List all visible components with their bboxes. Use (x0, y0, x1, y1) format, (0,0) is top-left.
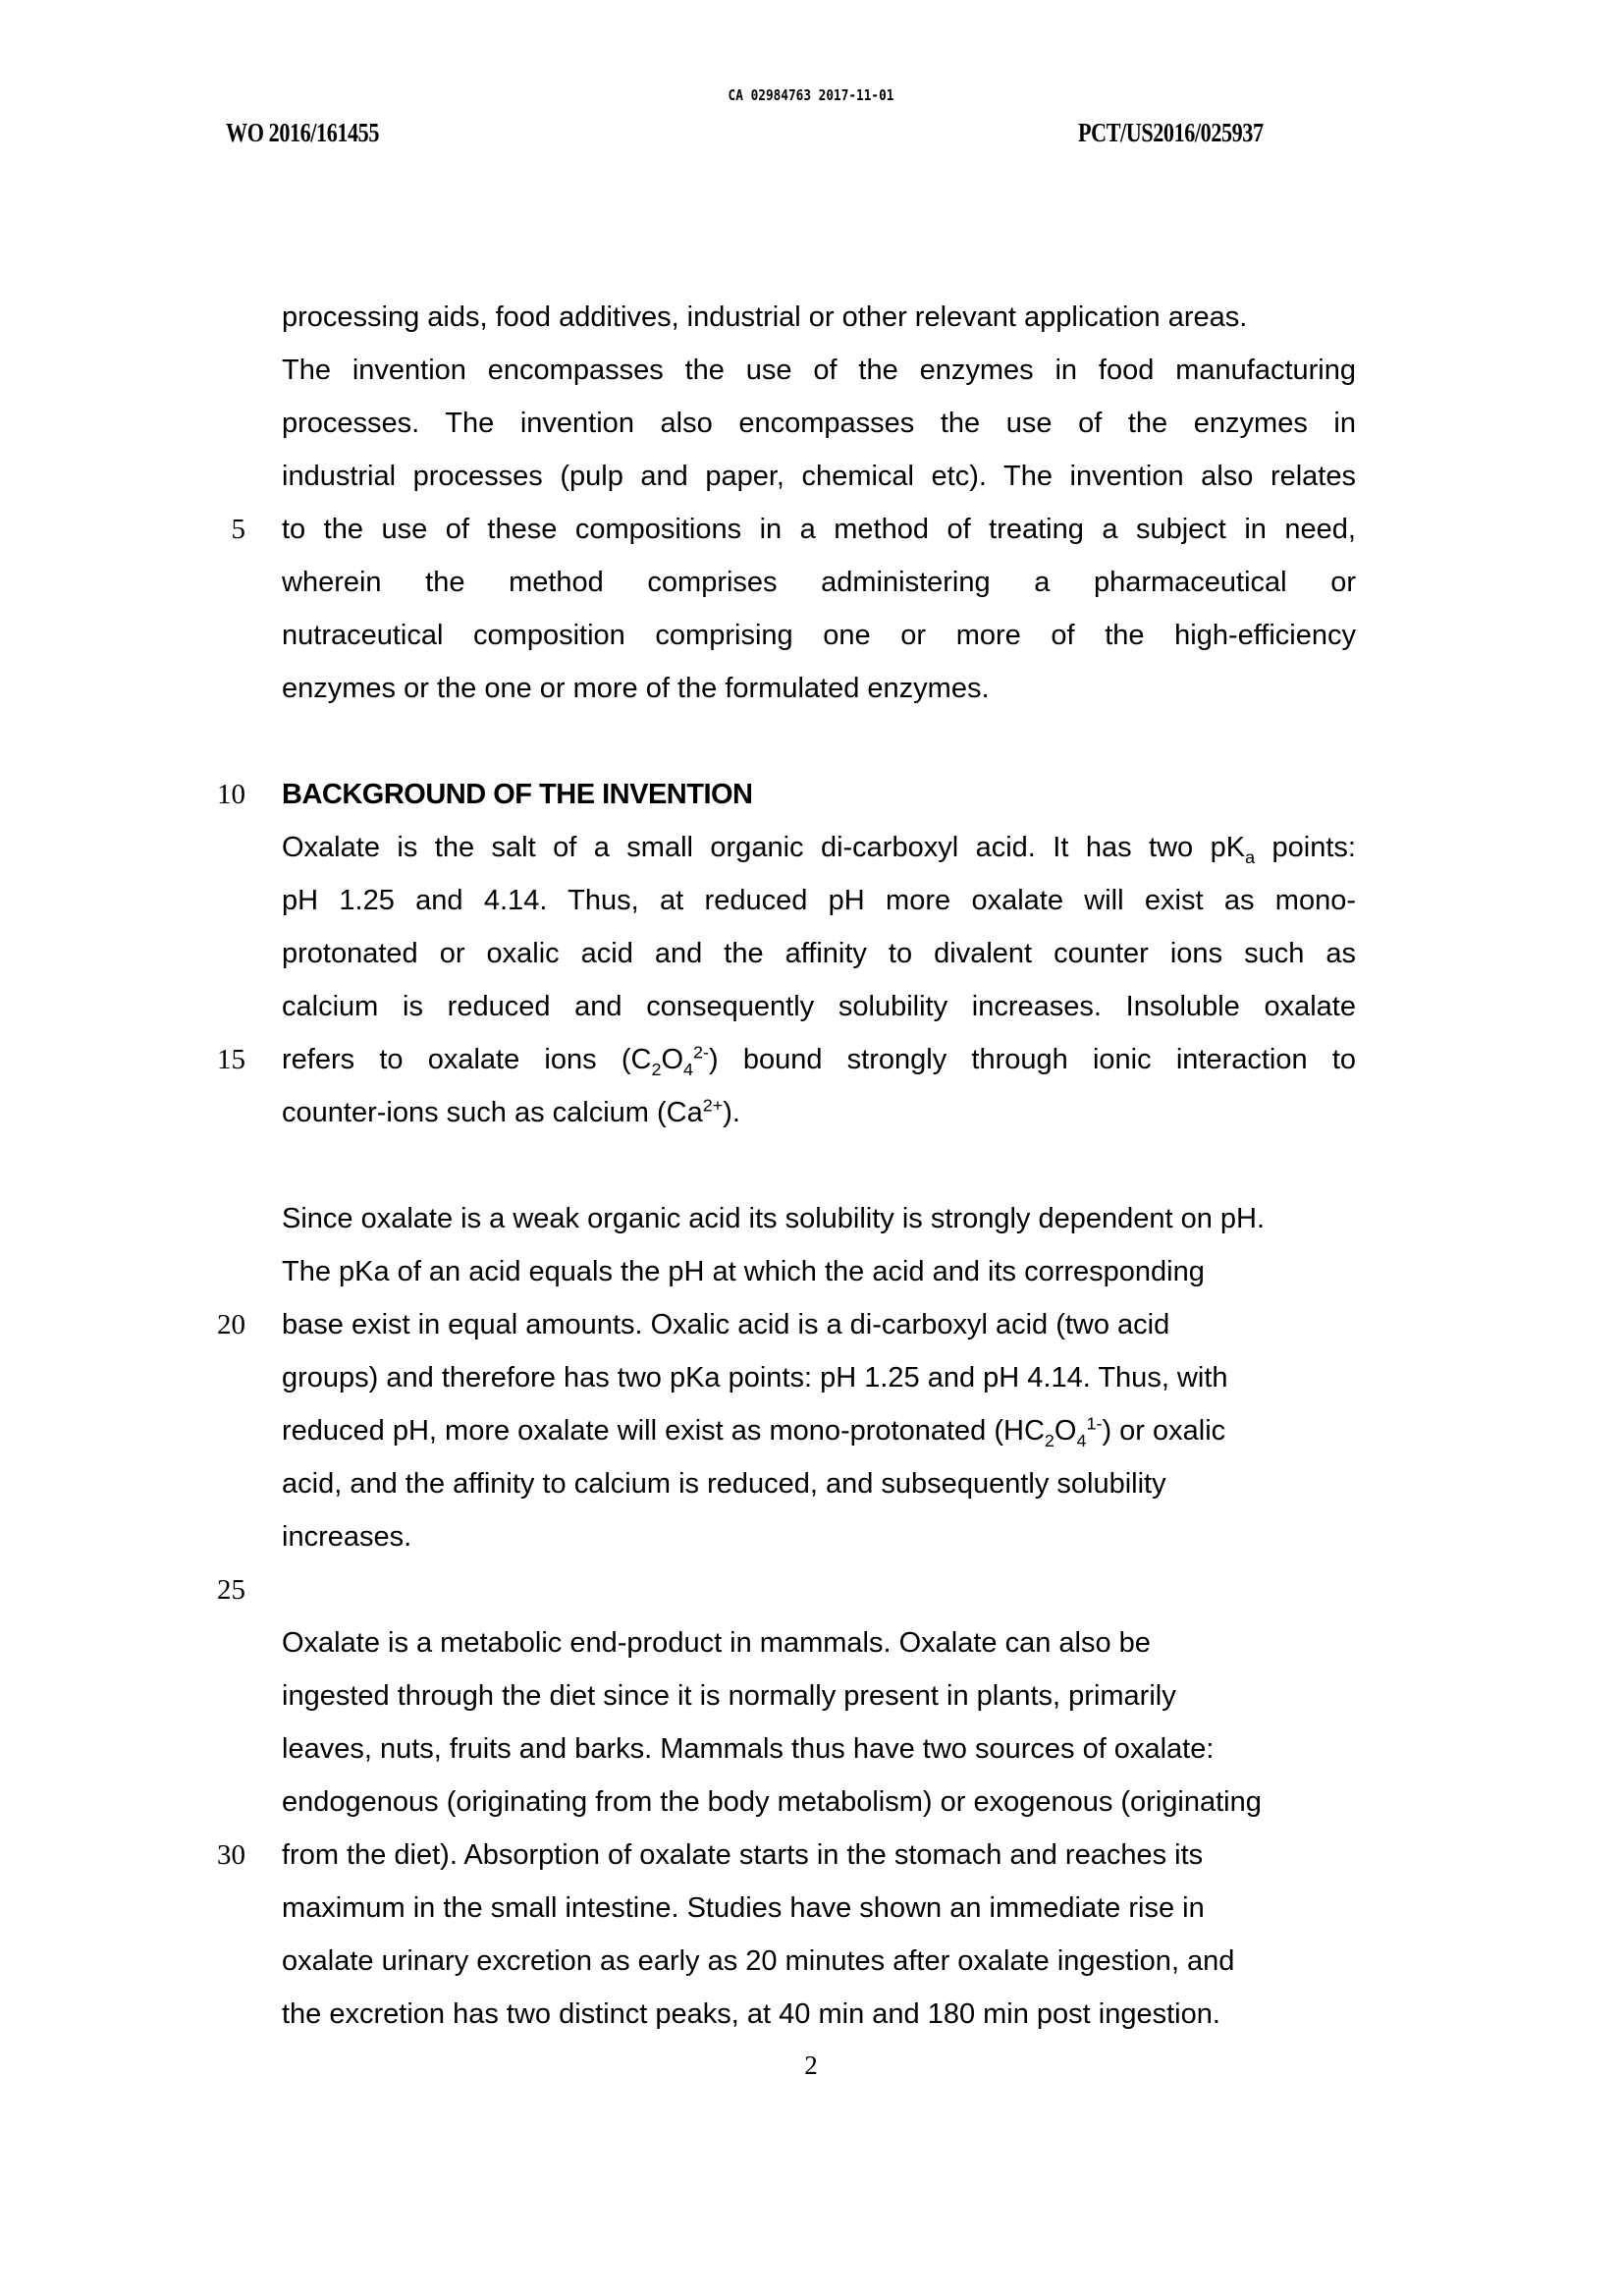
line-number-25: 25 (217, 1574, 245, 1606)
text-line: reduced pH, more oxalate will exist as mono-protonated $(HC_2O_4^{1-})$ or oxalic (282, 1413, 1226, 1450)
text-line: maximum in the small intestine. Studies have shown an immediate rise in (282, 1892, 1205, 1924)
text-line: base exist in equal amounts. Oxalic acid is a di-carboxyl acid (two acid (282, 1309, 1170, 1340)
text-line: ingested through the diet since it is normally present in plants, primarily (282, 1680, 1176, 1712)
text-line: Since oxalate is a weak organic acid its solubility is strongly dependent on pH. (282, 1203, 1266, 1234)
line-number-15: 15 (217, 1044, 245, 1075)
line-number-20: 20 (217, 1309, 245, 1340)
text-line: Oxalate is a metabolic end-product in mammals. Oxalate can also be (282, 1627, 1151, 1659)
text-line: the excretion has two distinct peaks, at 40 min and 180 min post ingestion. (282, 1998, 1220, 2030)
text-line: The invention encompasses the use of the enzymes in food manufacturing (282, 355, 1356, 386)
page-number: 2 (804, 2050, 818, 2080)
text-line: endogenous (originating from the body metabolism) or exogenous (originating (282, 1786, 1262, 1818)
text-line: calcium is reduced and consequently solubility increases. Insoluble oxalate (282, 991, 1356, 1022)
text-line: pH 1.25 and 4.14. Thus, at reduced pH more oxalate will exist as mono- (282, 885, 1356, 916)
application-number: PCT/US2016/025937 (1078, 118, 1264, 147)
text-line: processing aids, food additives, industrial or other relevant application areas. (282, 301, 1248, 333)
text-line: counter-ions such as calcium $(Ca^{2+})$. (282, 1095, 740, 1128)
ca-filing-stamp: CA 02984763 2017-11-01 (728, 86, 894, 104)
text-line: oxalate urinary excretion as early as 20 minutes after oxalate ingestion, and (282, 1945, 1235, 1977)
line-number-5: 5 (231, 514, 245, 545)
section-heading-background: BACKGROUND OF THE INVENTION (282, 779, 753, 810)
text-line: to the use of these compositions in a method of treating a subject in need, (282, 514, 1356, 545)
text-line: industrial processes (pulp and paper, chemical etc). The invention also relates (282, 461, 1356, 492)
text-line: leaves, nuts, fruits and barks. Mammals thus have two sources of oxalate: (282, 1733, 1215, 1765)
text-line: refers to oxalate ions $(C_2O_4^{2-})$ bound strongly through ionic interaction to (282, 1042, 1357, 1079)
line-number-10: 10 (217, 779, 245, 810)
text-line: Oxalate is the salt of a small organic di-carboxyl acid. It has two $pK_a$ points: (282, 832, 1356, 867)
text-line: wherein the method comprises administering a pharmaceutical or (282, 567, 1356, 598)
text-line: The pKa of an acid equals the pH at which the acid and its corresponding (282, 1256, 1205, 1287)
text-line: protonated or oxalic acid and the affinity to divalent counter ions such as (282, 938, 1356, 969)
text-line: nutraceutical composition comprising one or more of the high-efficiency (282, 620, 1356, 651)
text-line: processes. The invention also encompasses the use of the enzymes in (282, 408, 1356, 439)
text-line: groups) and therefore has two pKa points: pH 1.25 and pH 4.14. Thus, with (282, 1362, 1228, 1394)
text-line: acid, and the affinity to calcium is reduced, and subsequently solubility (282, 1468, 1166, 1500)
publication-number: WO 2016/161455 (226, 118, 380, 147)
text-line: from the diet). Absorption of oxalate starts in the stomach and reaches its (282, 1839, 1204, 1871)
text-line: increases. (282, 1521, 412, 1553)
text-line: enzymes or the one or more of the formulated enzymes. (282, 673, 990, 704)
line-number-30: 30 (217, 1839, 245, 1871)
